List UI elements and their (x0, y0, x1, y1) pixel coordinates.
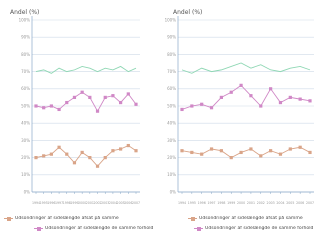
data-point (50, 104, 53, 107)
data-point (279, 101, 282, 104)
data-point (299, 146, 302, 149)
data-point (42, 154, 45, 157)
legend-swatch-icon (188, 218, 197, 219)
y-tick-label: 50% (21, 103, 30, 109)
x-tick-label: 2004 (276, 201, 285, 205)
data-point (50, 153, 53, 156)
data-point (259, 154, 262, 157)
data-point (73, 96, 76, 99)
y-axis-label-left: Andel (%) (10, 9, 40, 16)
legend-item (194, 224, 318, 233)
data-point (220, 149, 223, 152)
data-point (127, 144, 130, 147)
x-tick-label: 2003 (266, 201, 275, 205)
x-tick-label: 1998 (217, 201, 226, 205)
x-tick-label: 2006 (296, 201, 305, 205)
legend-item (4, 214, 158, 223)
legend-label: Udsondringer af sidelængde afsat på samme (199, 216, 303, 221)
data-point (230, 91, 233, 94)
x-tick-label: 2000 (237, 201, 246, 205)
data-point (190, 104, 193, 107)
data-point (104, 156, 107, 159)
data-point (308, 151, 311, 154)
legend-left (0, 212, 160, 248)
y-axis-label-right: Andel (%) (173, 9, 203, 16)
y-tick-label: 100% (18, 17, 30, 23)
data-point (57, 146, 60, 149)
data-point (289, 96, 292, 99)
data-point (180, 108, 183, 111)
x-tick-label: 1997 (55, 201, 64, 205)
x-tick-label: 2005 (116, 201, 125, 205)
data-point (200, 103, 203, 106)
data-point (210, 106, 213, 109)
data-point (88, 96, 91, 99)
y-tick-label: 90% (21, 34, 30, 40)
y-tick-label: 50% (167, 103, 176, 109)
data-point (249, 94, 252, 97)
legend-label: Udsondringer af sidelængde de samme forhold (205, 226, 314, 231)
data-point (65, 153, 68, 156)
x-tick-label: 1995 (39, 201, 48, 205)
x-tick-label: 1994 (31, 201, 41, 205)
x-tick-label: 1997 (207, 201, 216, 205)
x-tick-label: 1996 (197, 201, 206, 205)
data-point (220, 96, 223, 99)
y-tick-label: 80% (167, 51, 176, 57)
y-tick-label: 0% (23, 189, 30, 195)
y-tick-label: 20% (21, 155, 30, 160)
data-point (180, 149, 183, 152)
x-tick-label: 2002 (256, 201, 265, 205)
data-point (249, 147, 252, 150)
data-point (42, 106, 45, 109)
legend-label: Udsondringer af sidelængde afsat på samme (15, 216, 119, 221)
data-point (308, 99, 311, 102)
x-tick-label: 2000 (78, 201, 87, 205)
x-tick-label: 1999 (227, 201, 236, 205)
x-tick-label: 2005 (286, 201, 295, 205)
y-tick-label: 0% (169, 189, 176, 195)
x-tick-label: 2001 (85, 201, 94, 205)
chart-panel-right (160, 0, 320, 240)
data-point (57, 108, 60, 111)
data-point (190, 151, 193, 154)
x-tick-label: 2002 (93, 201, 102, 205)
x-tick-label: 1999 (70, 201, 79, 205)
data-point (96, 110, 99, 113)
data-point (104, 96, 107, 99)
data-point (210, 147, 213, 150)
x-tick-label: 1995 (187, 201, 196, 205)
x-tick-label: 2007 (131, 201, 141, 205)
legend-right (160, 212, 320, 248)
data-point (279, 153, 282, 156)
data-point (34, 104, 37, 107)
x-tick-label: 1996 (47, 201, 56, 205)
data-point (111, 94, 114, 97)
x-tick-label: 2001 (246, 201, 255, 205)
y-tick-label: 10% (21, 172, 30, 178)
legend-label: Udsondringer af sidelængde de samme forhold (45, 226, 154, 231)
legend-swatch-icon (34, 228, 43, 229)
x-tick-label: 2003 (101, 201, 110, 205)
data-point (299, 98, 302, 101)
chart-plot-left (0, 0, 160, 212)
data-point (200, 153, 203, 156)
y-tick-label: 30% (167, 137, 176, 143)
chart-plot-right (160, 0, 320, 212)
y-tick-label: 90% (167, 34, 176, 40)
legend-swatch-icon (4, 218, 13, 219)
y-tick-label: 60% (167, 86, 176, 92)
legend-swatch-icon (194, 228, 203, 229)
y-tick-label: 70% (167, 69, 176, 74)
chart-panel-left (0, 0, 160, 240)
data-point (269, 149, 272, 152)
data-point (134, 149, 137, 152)
data-point (239, 151, 242, 154)
data-point (65, 101, 68, 104)
data-point (239, 84, 242, 87)
legend-item (34, 224, 158, 233)
data-point (81, 151, 84, 154)
data-point (127, 92, 130, 95)
data-point (111, 149, 114, 152)
y-tick-label: 40% (21, 120, 30, 126)
x-tick-label: 2006 (124, 201, 133, 205)
y-tick-label: 10% (167, 172, 176, 178)
y-tick-label: 70% (21, 69, 30, 74)
data-point (269, 87, 272, 90)
y-tick-label: 40% (167, 120, 176, 126)
x-tick-label: 2007 (305, 201, 315, 205)
data-point (119, 147, 122, 150)
data-point (289, 147, 292, 150)
y-tick-label: 100% (164, 17, 176, 23)
data-point (88, 156, 91, 159)
data-point (96, 165, 99, 168)
legend-item (188, 214, 318, 223)
y-tick-label: 60% (21, 86, 30, 92)
x-tick-label: 1998 (62, 201, 71, 205)
data-point (230, 156, 233, 159)
series-line (36, 66, 136, 73)
data-point (119, 101, 122, 104)
x-tick-label: 1994 (177, 201, 187, 205)
data-point (259, 104, 262, 107)
data-point (73, 161, 76, 164)
y-tick-label: 30% (21, 137, 30, 143)
x-tick-label: 2004 (108, 201, 117, 205)
data-point (34, 156, 37, 159)
y-tick-label: 80% (21, 51, 30, 57)
data-point (134, 103, 137, 106)
data-point (81, 91, 84, 94)
y-tick-label: 20% (167, 155, 176, 160)
